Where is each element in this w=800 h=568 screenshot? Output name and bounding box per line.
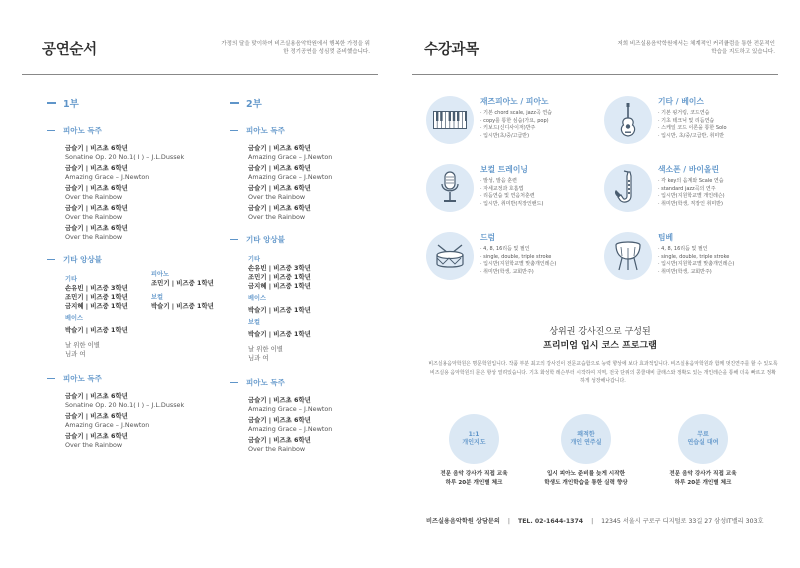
part1-heading: 1부	[47, 96, 227, 110]
piano-solo-heading: 피아노 독주	[47, 125, 227, 136]
course-detail: · 자세교정과 호흡법	[480, 185, 524, 192]
course-title: 팀베	[658, 233, 674, 242]
course-title: 재즈피아노 / 피아노	[480, 97, 549, 106]
course-title: 드럼	[480, 233, 496, 242]
header-divider	[22, 74, 378, 75]
microphone-icon	[426, 164, 474, 212]
instrument-label: 베이스	[248, 295, 266, 302]
member: 손유빈 | 비즈중 3학년	[65, 284, 128, 292]
course-detail: · 취미반(학생, 교회반주)	[658, 268, 712, 275]
saxophone-icon	[604, 164, 652, 212]
course-detail: · single, double, triple stroke	[480, 253, 552, 260]
program-item: 금슬기 | 비즈초 6학년 Over the Rainbow	[248, 436, 311, 453]
piano-solo-list	[47, 144, 227, 241]
ensemble-songs	[248, 345, 390, 363]
badge-description: 입시 피아노 준비를 늦게 시작한 학생도 개인학습을 통한 실력 향상	[544, 471, 628, 486]
guitar-icon	[604, 96, 652, 144]
program-item: 금슬기 | 비즈초 6학년 Amazing Grace – J.Newton	[248, 164, 333, 181]
instrument-label: 보컬	[151, 294, 163, 301]
course-detail: · 4, 8, 16리듬 및 필인	[658, 246, 708, 252]
course-detail: · 기본 chord scale, jazz곡 연습	[480, 110, 552, 116]
page-description: 저희 비즈실용음악학원에서는 체계적인 커리큘럼을 통한 전문적인 학습을 지도하고 있습니다.	[617, 41, 775, 55]
course-detail: · 발성, 발음 훈련	[480, 178, 517, 184]
course-vocal	[426, 164, 543, 212]
member: 조민기 | 비즈중 1학년	[248, 273, 311, 281]
part1-column	[47, 96, 227, 449]
course-detail: · 스케일 코드 이론을 통한 Solo	[658, 125, 727, 132]
courses-page	[400, 0, 800, 568]
footer-phone: TEL. 02-1644-1374	[517, 518, 584, 525]
piano-keys-icon	[426, 96, 474, 144]
member: 박슬기 | 비즈중 1학년	[65, 326, 128, 334]
course-detail: · 입시반(초/중/고급반)	[480, 132, 530, 139]
instrument-label: 기타	[65, 276, 77, 283]
course-detail: · 입시반, 취미반(직장인밴드)	[480, 200, 544, 207]
page-description: 가정의 달을 맞이하여 비즈실용음악학원에서 행복한 가정을 위한 정기공연을 성심껏 준비했습니다.	[221, 41, 370, 55]
course-detail: · standard jazz곡의 연주	[658, 185, 716, 192]
promo-title: 프리미엄 입시 코스 프로그램	[543, 341, 657, 351]
piano-solo-list	[230, 144, 390, 221]
course-sax-violin	[604, 164, 725, 212]
timpani-icon	[604, 232, 652, 280]
instrument-label: 기타	[248, 256, 260, 263]
course-detail: · 리듬연습 및 연음처훈련	[480, 193, 535, 200]
program-item: 금슬기 | 비즈초 6학년 Over the Rainbow	[248, 204, 311, 221]
piano-solo-heading: 피아노 독주	[47, 373, 227, 384]
page-title: 수강과목	[424, 42, 479, 58]
part2-column	[230, 96, 390, 453]
member: 조민기 | 비즈중 1학년	[151, 279, 214, 287]
program-item: 금슬기 | 비즈초 6학년 Over the Rainbow	[65, 432, 128, 449]
program-item: 금슬기 | 비즈초 6학년 Sonatine Op. 20 No.1( I ) – J.L.Dussek	[65, 392, 185, 409]
badge-free-rental: 무료 연습실 대여	[678, 414, 728, 464]
part2-heading: 2부	[230, 96, 390, 110]
program-item: 금슬기 | 비즈초 6학년 Over the Rainbow	[65, 224, 128, 241]
page-title: 공연순서	[42, 42, 97, 58]
badge-description: 전문 음악 강사가 직접 교육 하루 20분 개인별 체크	[440, 471, 508, 486]
course-detail: · 각 key의 음계와 Scale 연습	[658, 178, 724, 184]
header-divider	[412, 74, 778, 75]
member: 박슬기 | 비즈중 1학년	[151, 302, 214, 310]
footer-address: 12345 서울시 구로구 디지털로 33길 27 삼성IT밸리 303호	[601, 518, 764, 525]
course-detail: · 입시반(지원학교별 맞춤개인레슨)	[658, 261, 735, 268]
program-item: 금슬기 | 비즈초 6학년 Over the Rainbow	[65, 184, 128, 201]
course-jazz-piano	[426, 96, 552, 144]
course-detail: · 입시반(지원학교별 개인레슨)	[658, 193, 725, 200]
instrument-label: 보컬	[248, 319, 260, 326]
program-item: 금슬기 | 비즈초 6학년 Amazing Grace – J.Newton	[248, 396, 333, 413]
piano-solo-list	[47, 392, 227, 449]
course-detail: · single, double, triple stroke	[658, 253, 730, 260]
song-title: 날 위한 이별	[248, 345, 283, 353]
song-title: 님과 여	[65, 350, 86, 358]
course-detail: · 기초 테크닉 및 리듬연습	[658, 117, 715, 124]
program-item: 금슬기 | 비즈초 6학년 Amazing Grace – J.Newton	[65, 412, 150, 429]
program-item: 금슬기 | 비즈초 6학년 Amazing Grace – J.Newton	[248, 416, 333, 433]
badge-description: 전문 음악 강사가 직접 교육 하루 20분 개인별 체크	[669, 471, 737, 486]
course-title: 색소폰 / 바이올린	[658, 165, 719, 174]
program-item: 금슬기 | 비즈초 6학년 Amazing Grace – J.Newton	[65, 164, 150, 181]
footer-name: 비즈실용음악학원 상담문의	[426, 518, 500, 525]
course-detail: · 키보드(신디사이저)반주	[480, 125, 536, 132]
instrument-label: 베이스	[65, 315, 83, 322]
course-detail: · 취미반(학생, 교회반주)	[480, 268, 534, 275]
instrument-label: 피아노	[151, 271, 169, 278]
piano-solo-list	[230, 396, 390, 453]
course-detail: · 취미반(학생, 직장인 취미반)	[658, 200, 723, 207]
program-item: 금슬기 | 비즈초 6학년 Over the Rainbow	[65, 204, 128, 221]
member: 조민기 | 비즈중 1학년	[65, 293, 128, 301]
course-guitar-bass	[604, 96, 727, 144]
member: 박슬기 | 비즈중 1학년	[248, 306, 311, 314]
contact-footer: 비즈실용음악학원 상담문의 | TEL. 02-1644-1374 | 12345 서울시 구로구 디지털로 33길 27 삼성IT밸리 303호	[426, 518, 764, 525]
song-title: 날 위한 이별	[65, 341, 100, 349]
song-title: 님과 여	[248, 354, 269, 362]
guitar-ensemble-heading: 기타 앙상블	[230, 234, 390, 245]
course-detail: · 4, 8, 16리듬 및 필인	[480, 246, 530, 252]
program-item: 금슬기 | 비즈초 6학년 Amazing Grace – J.Newton	[248, 144, 333, 161]
course-detail: · copy를 통한 심습(가요, pop)	[480, 117, 549, 124]
ensemble-songs	[65, 341, 227, 359]
course-title: 보컬 트레이닝	[480, 165, 528, 174]
member: 금지혜 | 비즈중 1학년	[248, 282, 311, 290]
promo-paragraph: 비즈실용음악학원은 명문학원입니다. 작품 부분 최고의 강사진이 전문교습함으로 능력 향상에 보다 효과적입니다. 비즈실용음악학원과 함께 멋진연주를 할 수 있도록 비즈실용 음악학원의 문은 항상 열려있습니다. 기초 화성학 레슨부터 시작하여 지역, 전국 단위의 콩쿨대비 클래스와 정확도 있는 개인레슨을 통해 더욱 빠르고 정확하게 성장해나갑니다.	[428, 361, 778, 385]
member: 금지혜 | 비즈중 1학년	[65, 302, 128, 310]
course-drum	[426, 232, 556, 280]
piano-solo-heading: 피아노 독주	[230, 377, 390, 388]
piano-solo-heading: 피아노 독주	[230, 125, 390, 136]
program-item: 금슬기 | 비즈초 6학년 Over the Rainbow	[248, 184, 311, 201]
program-item: 금슬기 | 비즈초 6학년 Sonatine Op. 20 No.1( I ) – J.L.Dussek	[65, 144, 185, 161]
member: 손유빈 | 비즈중 3학년	[248, 264, 311, 272]
course-detail: · 입시반(지원학교별 맞춤개인레슨)	[480, 261, 557, 268]
guitar-ensemble-heading: 기타 앙상블	[47, 254, 227, 265]
course-title: 기타 / 베이스	[658, 97, 704, 106]
badge-practice-room: 쾌적한 개인 연주실	[561, 414, 611, 464]
snare-drum-icon	[426, 232, 474, 280]
course-detail: · 입시반, 초/중/고급반, 취미반	[658, 132, 725, 139]
member: 박슬기 | 비즈중 1학년	[248, 330, 311, 338]
course-detail: · 기본 핑거링, 코드연습	[658, 110, 710, 116]
promo-subtitle: 상위권 강사진으로 구성된	[549, 327, 651, 337]
ensemble-roster	[248, 255, 390, 339]
ensemble-roster	[65, 271, 227, 335]
course-timpani	[604, 232, 734, 280]
badge-one-on-one: 1:1 개인지도	[449, 414, 499, 464]
